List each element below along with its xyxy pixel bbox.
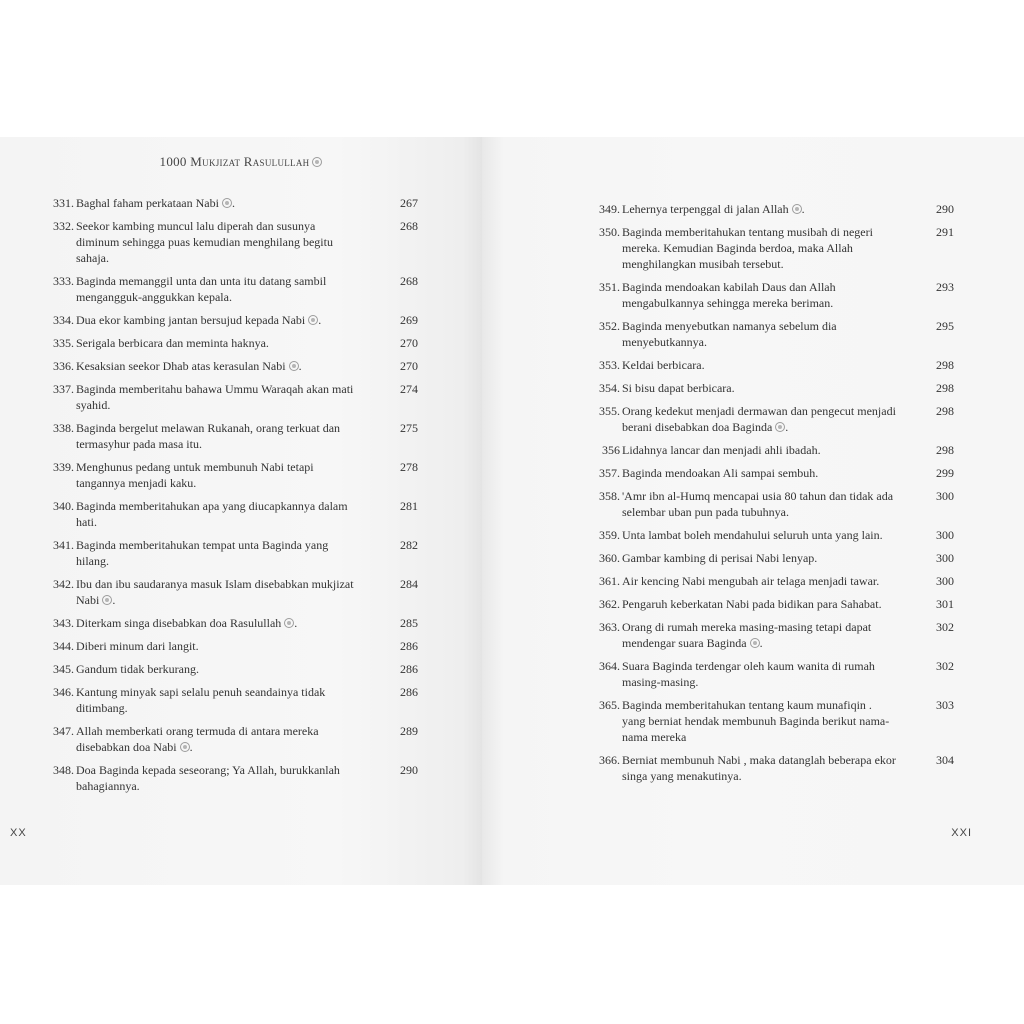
book-spread: [0, 137, 1024, 885]
toc-entry-number: 342.: [53, 577, 74, 591]
toc-entry: [592, 527, 954, 543]
toc-entry-number: 350.: [599, 225, 620, 239]
toc-entry-number: 331.: [53, 196, 74, 210]
toc-entry: [46, 381, 418, 413]
toc-entry: [592, 573, 954, 589]
toc-entry: [46, 218, 418, 266]
toc-entry-title: Kantung minyak sapi selalu penuh seandainya tidak ditimbang.: [76, 685, 326, 715]
toc-entry: [592, 658, 954, 690]
toc-entry-page-number: 299: [936, 466, 954, 480]
toc-entry-title: Orang di rumah mereka masing-masing tetapi dapat mendengar suara Baginda: [622, 620, 872, 650]
toc-entry-number: 333.: [53, 274, 74, 288]
toc-entry-title: Baghal faham perkataan Nabi: [76, 196, 219, 210]
toc-entry-title: Baginda mendoakan kabilah Daus dan Allah mengabulkannya sehingga mereka beriman.: [622, 280, 836, 310]
toc-entry-number: 339.: [53, 460, 74, 474]
toc-entry-number: 347.: [53, 724, 74, 738]
toc-entry-number: 338.: [53, 421, 74, 435]
toc-entry-title: Baginda memberitahukan tentang kaum munafiqin . yang berniat hendak membunuh Baginda berikut nama-nama mereka: [622, 698, 890, 744]
toc-entry: [592, 357, 954, 373]
toc-entry-number: 346.: [53, 685, 74, 699]
toc-entry-number: 344.: [53, 639, 74, 653]
toc-entry-title: Si bisu dapat berbicara.: [622, 381, 735, 395]
toc-entry-number: 366.: [599, 753, 620, 767]
toc-entry-page-number: 275: [400, 421, 418, 435]
toc-entry-page-number: 291: [936, 225, 954, 239]
toc-entry: [592, 550, 954, 566]
toc-entry-number: 335.: [53, 336, 74, 350]
toc-entry: [592, 697, 954, 745]
toc-entry: 336. Kesaksian seekor Dhab atas kerasulan Nabi . 270: [46, 358, 418, 374]
toc-entry: [46, 537, 418, 569]
toc-entry-page-number: 301: [936, 597, 954, 611]
running-head-text: 1000 Mukjizat Rasulullah: [159, 154, 310, 169]
honorific-seal-icon: [775, 422, 785, 432]
toc-entry-title: Seekor kambing muncul lalu diperah dan susunya diminum sehingga puas kemudian menghilang begitu sahaja.: [76, 219, 333, 265]
honorific-seal-icon: [792, 204, 802, 214]
toc-entry-title: Baginda menyebutkan namanya sebelum dia menyebutkannya.: [622, 319, 837, 349]
toc-entry: 355. Orang kedekut menjadi dermawan dan pengecut menjadi berani disebabkan doa Baginda . 298: [592, 403, 954, 435]
toc-entry-page-number: 293: [936, 280, 954, 294]
toc-entry: [592, 488, 954, 520]
toc-entry-page-number: 298: [936, 443, 954, 457]
toc-entry: [46, 420, 418, 452]
toc-entry: [46, 661, 418, 677]
toc-entry-number: 354.: [599, 381, 620, 395]
toc-entry-page-number: 289: [400, 724, 418, 738]
toc-entry-number: 343.: [53, 616, 74, 630]
toc-entry: 334. Dua ekor kambing jantan bersujud kepada Nabi . 269: [46, 312, 418, 328]
toc-entry: 349. Lehernya terpenggal di jalan Allah . 290: [592, 201, 954, 217]
toc-entry-page-number: 278: [400, 460, 418, 474]
honorific-seal-icon: [289, 361, 299, 371]
toc-entry: [46, 638, 418, 654]
toc-entry-number: 332.: [53, 219, 74, 233]
toc-entry-title: Air kencing Nabi mengubah air telaga menjadi tawar.: [622, 574, 880, 588]
toc-entry-title: Unta lambat boleh mendahului seluruh unta yang lain.: [622, 528, 883, 542]
toc-entry: 363. Orang di rumah mereka masing-masing tetapi dapat mendengar suara Baginda . 302: [592, 619, 954, 651]
toc-entry-title: Baginda memberitahukan tempat unta Baginda yang hilang.: [76, 538, 329, 568]
toc-entry-page-number: 302: [936, 659, 954, 673]
toc-entry-title: Ibu dan ibu saudaranya masuk Islam disebabkan mukjizat Nabi: [76, 577, 354, 607]
toc-entry-number: 349.: [599, 202, 620, 216]
toc-entry-number: 334.: [53, 313, 74, 327]
honorific-seal-icon: [180, 742, 190, 752]
toc-entry-page-number: 286: [400, 639, 418, 653]
toc-entry-title: 'Amr ibn al-Humq mencapai usia 80 tahun dan tidak ada selembar uban pun pada tubuhnya.: [622, 489, 894, 519]
toc-entry-title: Baginda mendoakan Ali sampai sembuh.: [622, 466, 819, 480]
honorific-seal-icon: [102, 595, 112, 605]
toc-entry-page-number: 270: [400, 359, 418, 373]
toc-entry: [592, 279, 954, 311]
honorific-seal-icon: [222, 198, 232, 208]
toc-entry: 331. Baghal faham perkataan Nabi . 267: [46, 195, 418, 211]
toc-entry-page-number: 302: [936, 620, 954, 634]
toc-entry-title: Baginda bergelut melawan Rukanah, orang terkuat dan termasyhur pada masa itu.: [76, 421, 341, 451]
toc-entry-title: Gandum tidak berkurang.: [76, 662, 199, 676]
toc-entry-page-number: 282: [400, 538, 418, 552]
toc-entry-title: Baginda memanggil unta dan unta itu datang sambil mengangguk-anggukkan kepala.: [76, 274, 327, 304]
toc-entry-number: 357.: [599, 466, 620, 480]
toc-list-right: [592, 201, 954, 791]
toc-entry-title: Keldai berbicara.: [622, 358, 705, 372]
honorific-seal-icon: [750, 638, 760, 648]
toc-entry-page-number: 286: [400, 685, 418, 699]
toc-entry-title: Baginda memberitahukan tentang musibah di negeri mereka. Kemudian Baginda berdoa, maka Allah menghilangkan musibah tersebut.: [622, 225, 873, 271]
toc-entry: [592, 465, 954, 481]
toc-entry-page-number: 267: [400, 196, 418, 210]
toc-entry-number: 340.: [53, 499, 74, 513]
toc-entry-number: 341.: [53, 538, 74, 552]
honorific-seal-icon: [312, 157, 322, 167]
toc-entry: [46, 459, 418, 491]
toc-entry: [592, 318, 954, 350]
toc-entry-title: Lehernya terpenggal di jalan Allah: [622, 202, 789, 216]
right-page: [482, 137, 1024, 885]
toc-entry-title: Allah memberkati orang termuda di antara mereka disebabkan doa Nabi: [76, 724, 319, 754]
toc-entry-page-number: 268: [400, 274, 418, 288]
toc-entry-page-number: 300: [936, 528, 954, 542]
toc-entry: [46, 498, 418, 530]
toc-entry-page-number: 295: [936, 319, 954, 333]
toc-entry-page-number: 304: [936, 753, 954, 767]
toc-entry-number: 351.: [599, 280, 620, 294]
toc-entry-number: 336.: [53, 359, 74, 373]
toc-entry: [46, 684, 418, 716]
toc-entry-page-number: 270: [400, 336, 418, 350]
toc-entry: [592, 442, 954, 458]
honorific-seal-icon: [308, 315, 318, 325]
toc-entry-number: 348.: [53, 763, 74, 777]
toc-entry-page-number: 298: [936, 381, 954, 395]
toc-entry-number: 358.: [599, 489, 620, 503]
toc-entry-page-number: 300: [936, 574, 954, 588]
toc-entry-page-number: 300: [936, 551, 954, 565]
toc-entry-page-number: 269: [400, 313, 418, 327]
toc-entry-number: 363.: [599, 620, 620, 634]
toc-entry-title: Lidahnya lancar dan menjadi ahli ibadah.: [622, 443, 821, 457]
toc-entry-page-number: 298: [936, 404, 954, 418]
toc-entry-title: Dua ekor kambing jantan bersujud kepada Nabi: [76, 313, 306, 327]
toc-entry-title: Diterkam singa disebabkan doa Rasulullah: [76, 616, 282, 630]
toc-entry-number: 365.: [599, 698, 620, 712]
toc-entry-page-number: 290: [400, 763, 418, 777]
toc-entry-page-number: 300: [936, 489, 954, 503]
toc-list-left: [46, 195, 418, 801]
toc-entry-page-number: 290: [936, 202, 954, 216]
page-folio-right: XXI: [951, 827, 972, 839]
toc-entry-number: 337.: [53, 382, 74, 396]
toc-entry: [46, 273, 418, 305]
toc-entry-number: 353.: [599, 358, 620, 372]
toc-entry-number: 345.: [53, 662, 74, 676]
toc-entry-title: Pengaruh keberkatan Nabi pada bidikan para Sahabat.: [622, 597, 882, 611]
toc-entry-number: 355.: [599, 404, 620, 418]
toc-entry: [592, 380, 954, 396]
toc-entry-number: 356: [602, 443, 620, 457]
toc-entry: 342. Ibu dan ibu saudaranya masuk Islam disebabkan mukjizat Nabi . 284: [46, 576, 418, 608]
toc-entry: [46, 335, 418, 351]
toc-entry-title: Berniat membunuh Nabi , maka datanglah beberapa ekor singa yang menakutinya.: [622, 753, 896, 783]
toc-entry-title: Doa Baginda kepada seseorang; Ya Allah, burukkanlah bahagiannya.: [76, 763, 340, 793]
toc-entry-title: Suara Baginda terdengar oleh kaum wanita di rumah masing-masing.: [622, 659, 875, 689]
toc-entry-title: Serigala berbicara dan meminta haknya.: [76, 336, 269, 350]
toc-entry-page-number: 286: [400, 662, 418, 676]
toc-entry: [592, 752, 954, 784]
honorific-seal-icon: [284, 618, 294, 628]
toc-entry-page-number: 274: [400, 382, 418, 396]
toc-entry: [46, 762, 418, 794]
toc-entry-number: 359.: [599, 528, 620, 542]
toc-entry-page-number: 303: [936, 698, 954, 712]
toc-entry: [592, 224, 954, 272]
toc-entry-number: 364.: [599, 659, 620, 673]
toc-entry-title: Baginda memberitahu bahawa Ummu Waraqah akan mati syahid.: [76, 382, 354, 412]
toc-entry-page-number: 285: [400, 616, 418, 630]
toc-entry-number: 352.: [599, 319, 620, 333]
left-page: [0, 137, 482, 885]
toc-entry-number: 360.: [599, 551, 620, 565]
running-head: [0, 154, 482, 170]
toc-entry: 347. Allah memberkati orang termuda di antara mereka disebabkan doa Nabi . 289: [46, 723, 418, 755]
toc-entry-page-number: 268: [400, 219, 418, 233]
toc-entry-title: Diberi minum dari langit.: [76, 639, 199, 653]
toc-entry-title: Orang kedekut menjadi dermawan dan pengecut menjadi berani disebabkan doa Baginda: [622, 404, 896, 434]
toc-entry-number: 362.: [599, 597, 620, 611]
toc-entry-title: Menghunus pedang untuk membunuh Nabi tetapi tangannya menjadi kaku.: [76, 460, 314, 490]
toc-entry-title: Kesaksian seekor Dhab atas kerasulan Nabi: [76, 359, 286, 373]
toc-entry-number: 361.: [599, 574, 620, 588]
page-folio-left: XX: [10, 827, 27, 839]
toc-entry-page-number: 284: [400, 577, 418, 591]
toc-entry-page-number: 298: [936, 358, 954, 372]
toc-entry-title: Gambar kambing di perisai Nabi lenyap.: [622, 551, 818, 565]
toc-entry-title: Baginda memberitahukan apa yang diucapkannya dalam hati.: [76, 499, 348, 529]
toc-entry: [592, 596, 954, 612]
toc-entry-page-number: 281: [400, 499, 418, 513]
toc-entry: 343. Diterkam singa disebabkan doa Rasulullah . 285: [46, 615, 418, 631]
